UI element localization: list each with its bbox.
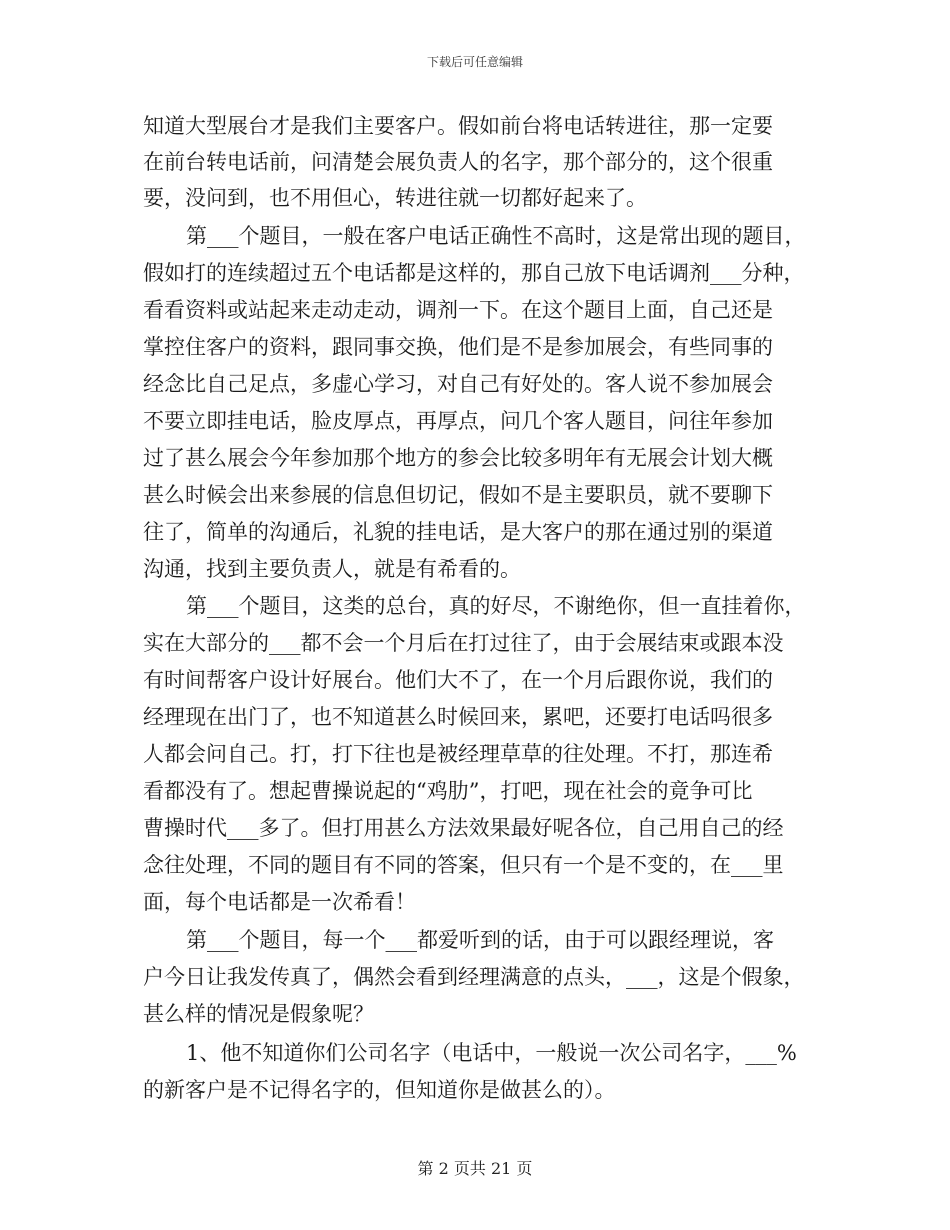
text-line: 念往处理，不同的题目有不同的答案，但只有一个是不变的，在___里: [143, 853, 784, 877]
text-line: 假如打的连续超过五个电话都是这样的，那自己放下电话调剂___分种，: [143, 261, 805, 285]
text-line: 人都会问自己。打，打下往也是被经理草草的往处理。不打，那连希: [143, 742, 773, 766]
text-line: 知道大型展台才是我们主要客户。假如前台将电话转进往，那一定要: [143, 114, 773, 138]
text-line: 经理现在出门了，也不知道甚么时候回来，累吧，还要打电话吗很多: [143, 705, 773, 729]
text-line: 第___个题目，每一个___都爱听到的话，由于可以跟经理说，客: [186, 928, 774, 952]
text-line: 不要立即挂电话，脸皮厚点，再厚点，问几个客人题目，问往年参加: [143, 409, 773, 433]
text-line: 第___个题目，这类的总台，真的好尽，不谢绝你，但一直挂着你，: [186, 594, 806, 618]
text-line: 甚么样的情况是假象呢？: [143, 1002, 374, 1026]
page-header: 下载后可任意编辑: [426, 55, 523, 69]
text-line: 面，每个电话都是一次希看！: [143, 890, 416, 914]
text-line: 掌控住客户的资料，跟同事交换，他们是不是参加展会，有些同事的: [143, 335, 773, 359]
text-line: 看都没有了。想起曹操说起的“鸡肋”，打吧，现在社会的竟争可比: [143, 779, 753, 803]
text-line: 的新客户是不记得名字的，但知道你是做甚么的）。: [143, 1078, 616, 1102]
text-line: 经念比自己足点，多虚心学习，对自己有好处的。客人说不参加展会: [143, 372, 773, 396]
text-line: 在前台转电话前，问清楚会展负责人的名字，那个部分的，这个很重: [143, 150, 773, 174]
text-line: 1、他不知道你们公司名字（电话中，一般说一次公司名字，___%: [186, 1041, 797, 1065]
text-line: 要，没问到，也不用但心，转进往就一切都好起来了。: [143, 186, 647, 210]
text-line: 户今日让我发传真了，偶然会看到经理满意的点头，___，这是个假象，: [143, 965, 805, 989]
text-line: 往了，简单的沟通后，礼貌的挂电话，是大客户的那在通过别的渠道: [143, 520, 773, 544]
text-line: 过了甚么展会今年参加那个地方的参会比较多明年有无展会计划大概: [143, 446, 773, 470]
text-line: 第___个题目，一般在客户电话正确性不高时，这是常出现的题目，: [186, 224, 806, 248]
text-line: 看看资料或站起来走动走动，调剂一下。在这个题目上面，自己还是: [143, 298, 773, 322]
text-line: 实在大部分的___都不会一个月后在打过往了，由于会展结束或跟本没: [143, 631, 784, 655]
text-line: 甚么时候会出来参展的信息但切记，假如不是主要职员，就不要聊下: [143, 483, 773, 507]
text-line: 沟通，找到主要负责人，就是有希看的。: [143, 557, 521, 581]
text-line: 曹操时代___多了。但打用甚么方法效果最好呢各位，自己用自己的经: [143, 816, 784, 840]
page-number: 第 2 页共 21 页: [417, 1159, 533, 1178]
text-line: 有时间帮客户设计好展台。他们大不了，在一个月后跟你说，我们的: [143, 668, 773, 692]
